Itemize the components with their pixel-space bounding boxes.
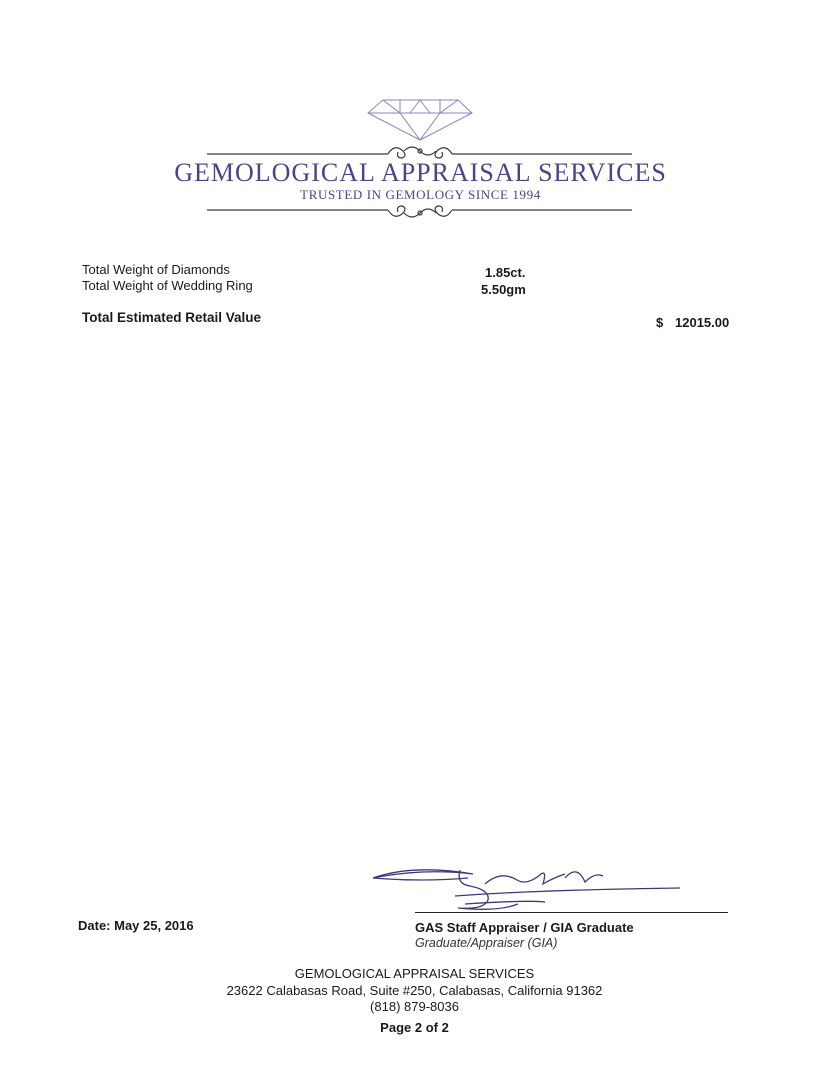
signature-line [415, 912, 728, 913]
page-number: Page 2 of 2 [380, 1020, 449, 1035]
signature-image [365, 860, 735, 920]
ring-weight-value: 5.50gm [481, 282, 526, 297]
footer-company: GEMOLOGICAL APPRAISAL SERVICES [294, 966, 535, 981]
footer-address: 23622 Calabasas Road, Suite #250, Calabasas, California 91362 [226, 983, 603, 998]
appraisal-date: Date: May 25, 2016 [78, 918, 194, 933]
appraiser-title: GAS Staff Appraiser / GIA Graduate [415, 920, 634, 935]
retail-value: 12015.00 [675, 315, 730, 330]
diamond-weight-label: Total Weight of Diamonds [82, 262, 230, 277]
company-name: GEMOLOGICAL APPRAISAL SERVICES [174, 158, 667, 187]
company-tagline: TRUSTED IN GEMOLOGY SINCE 1994 [300, 187, 541, 202]
footer-phone: (818) 879-8036 [370, 999, 459, 1014]
retail-currency: $ [656, 315, 664, 330]
appraiser-subtitle: Graduate/Appraiser (GIA) [415, 936, 558, 950]
ring-weight-label: Total Weight of Wedding Ring [82, 278, 253, 293]
diamond-weight-value: 1.85ct. [485, 265, 526, 280]
retail-value-label: Total Estimated Retail Value [82, 310, 262, 325]
